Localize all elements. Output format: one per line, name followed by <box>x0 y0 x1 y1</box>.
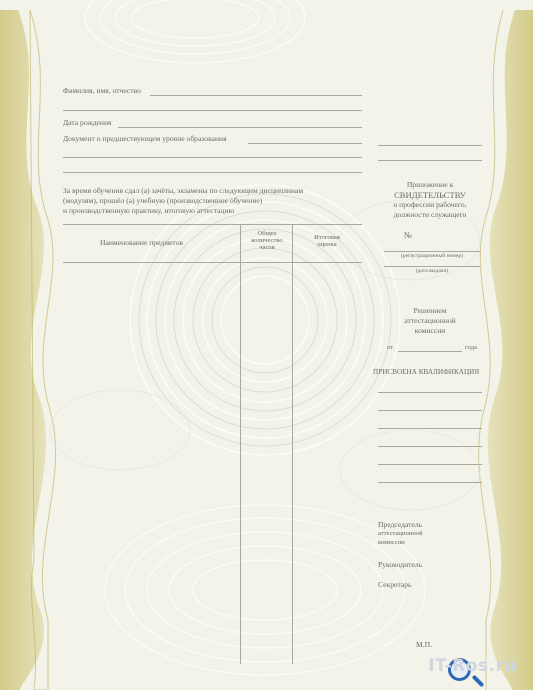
full-name-line <box>150 95 362 96</box>
prev-education-line <box>248 143 362 144</box>
decision-text-line-3: комиссии <box>414 326 446 335</box>
appendix-title-line-2: СВИДЕТЕЛЬСТВУ <box>394 190 466 200</box>
col-hours-header <box>242 230 292 251</box>
appendix-title <box>378 180 482 220</box>
appendix-title-line-3: о профессии рабочего, <box>393 200 467 209</box>
prev-education-line-3 <box>63 172 362 173</box>
from-label: от <box>387 344 394 351</box>
stamp-label: М.П. <box>416 640 433 649</box>
prev-education-line-2 <box>63 157 362 158</box>
head-label: Руководитель <box>378 560 423 569</box>
full-name-label: Фамилия, имя, отчество <box>63 86 141 95</box>
table-col-divider-1 <box>240 224 241 664</box>
qualification-label: ПРИСВОЕНА КВАЛИФИКАЦИЯ <box>373 368 480 376</box>
study-intro-line-2: (модулям), прошёл (а) учебную (производственное обучение) <box>63 196 263 205</box>
prev-education-label: Документ о предшествующем уровне образования <box>63 134 227 143</box>
birth-date-line <box>118 127 362 128</box>
qualification-line-1 <box>378 392 482 393</box>
decision-text <box>378 306 482 336</box>
col-grade-header <box>294 234 360 248</box>
col-hours-header-line-3: часов <box>259 244 275 251</box>
issue-date-line <box>384 266 480 267</box>
study-intro-line-1: За время обучения сдал (а) зачёты, экзамены по следующим дисциплинам <box>63 186 304 195</box>
reg-number-line <box>384 251 480 252</box>
chairman-label-line-2: аттестационной <box>378 530 423 537</box>
secretary-label: Секретарь <box>378 580 412 589</box>
chairman-label-line-3: комиссии <box>378 539 405 546</box>
table-col-divider-2 <box>292 224 293 664</box>
qualification-line-4 <box>378 446 482 447</box>
col-grade-header-line-2: оценка <box>317 241 337 248</box>
appendix-title-line-1: Приложение к <box>406 180 454 189</box>
col-subjects-header: Наименование предметов <box>100 238 183 247</box>
number-sign: № <box>404 230 413 240</box>
qualification-line-6 <box>378 482 482 483</box>
full-name-line-2 <box>63 110 362 111</box>
appendix-title-line-4: должности служащего <box>393 210 467 219</box>
decision-text-line-2: аттестационной <box>404 316 456 325</box>
table-header-border <box>63 262 362 263</box>
qualification-line-5 <box>378 464 482 465</box>
reg-number-caption: (регистрационный номер) <box>401 253 463 259</box>
col-grade-header-line-1: Итоговая <box>314 234 340 241</box>
qualification-line-3 <box>378 428 482 429</box>
col-hours-header-line-1: Общее <box>257 230 277 237</box>
birth-date-label: Дата рождения <box>63 118 112 127</box>
qualification-line-2 <box>378 410 482 411</box>
col-hours-header-line-2: количество <box>251 237 283 244</box>
chairman-label <box>378 520 423 547</box>
study-intro-line-3: и производственную практику, итоговую аттестацию <box>63 206 235 215</box>
year-label: года <box>465 344 477 351</box>
right-top-line-1 <box>378 145 482 146</box>
right-top-line-2 <box>378 160 482 161</box>
chairman-label-line-1: Председатель <box>378 520 423 529</box>
issue-date-caption: (дата выдачи) <box>415 268 449 274</box>
site-watermark: IT-Ros.ru <box>428 656 517 676</box>
decision-date-line <box>398 351 462 352</box>
table-top-border <box>63 224 362 225</box>
decision-text-line-1: Решением <box>413 306 447 315</box>
